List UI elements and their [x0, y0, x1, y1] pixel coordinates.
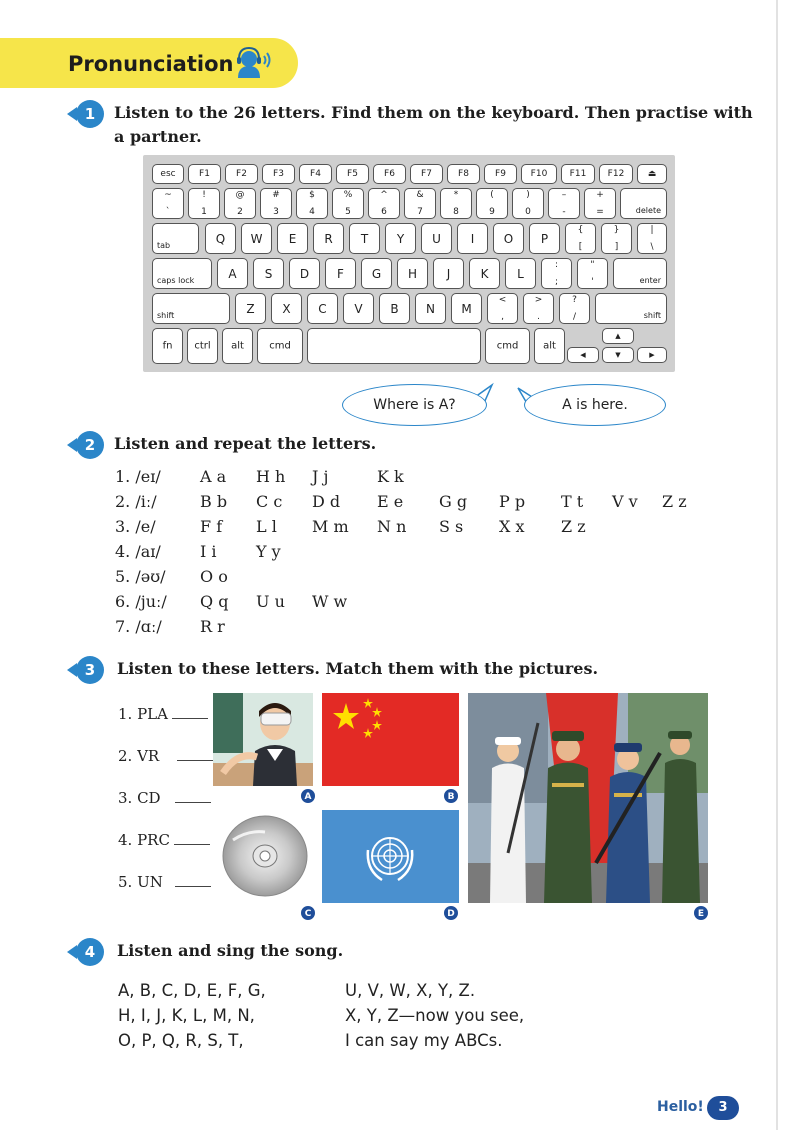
key-bottom: ` [165, 207, 171, 217]
section-2-title: Listen and repeat the letters. [114, 434, 377, 453]
headset-icon [234, 46, 274, 80]
key-z[interactable] [235, 293, 266, 324]
key-top: ! [202, 190, 206, 200]
key-f5[interactable] [336, 164, 369, 184]
key-label: D [299, 266, 310, 281]
key-t[interactable] [349, 223, 380, 254]
letter-pair: F f [200, 517, 223, 536]
key-enter[interactable] [613, 258, 667, 289]
key-label: F1 [199, 169, 210, 179]
key-f11[interactable] [561, 164, 595, 184]
eject-icon: ⏏ [647, 169, 657, 179]
key-label: S [264, 266, 273, 281]
key-label: T [360, 231, 369, 246]
picture-honor-guard [468, 693, 708, 903]
letter-pair: S s [439, 517, 464, 536]
letter-pair: W w [312, 592, 348, 611]
letter-pair: A a [200, 467, 227, 486]
picture-cd [213, 810, 313, 903]
key-v[interactable] [343, 293, 374, 324]
key-alt-left[interactable] [222, 328, 253, 364]
answer-blank[interactable] [175, 791, 211, 803]
key-bottom: 8 [453, 207, 459, 217]
letter-pair: N n [377, 517, 407, 536]
key-quote[interactable] [577, 258, 608, 289]
key-label: F3 [273, 169, 284, 179]
key-q[interactable] [205, 223, 236, 254]
key-label: F8 [458, 169, 469, 179]
key-right-bracket[interactable] [601, 223, 632, 254]
key-equals[interactable] [584, 188, 616, 219]
key-r[interactable] [313, 223, 344, 254]
key-4[interactable] [296, 188, 328, 219]
key-label: tab [157, 241, 171, 250]
honor-guard-illustration [468, 693, 708, 903]
key-7[interactable] [404, 188, 436, 219]
key-backslash[interactable] [637, 223, 667, 254]
key-j[interactable] [433, 258, 464, 289]
key-arrow-left[interactable] [567, 347, 599, 363]
key-bottom: ] [614, 242, 619, 252]
key-8[interactable] [440, 188, 472, 219]
key-i[interactable] [457, 223, 488, 254]
speech-bubble-answer: A is here. [524, 384, 666, 426]
key-label: B [390, 301, 399, 316]
key-arrow-down[interactable] [602, 347, 634, 363]
key-l[interactable] [505, 258, 536, 289]
key-top: % [343, 190, 353, 200]
section-3-title: Listen to these letters. Match them with the pictures. [117, 659, 599, 678]
picture-tag-d: D [443, 905, 459, 921]
key-bottom: = [596, 207, 604, 217]
key-bottom: \ [650, 242, 654, 252]
section-1-title [114, 101, 753, 149]
song-line: O, P, Q, R, S, T, [118, 1031, 244, 1050]
song-line: H, I, J, K, L, M, N, [118, 1006, 255, 1025]
sound-label: 7. /ɑː/ [115, 617, 162, 636]
key-e[interactable] [277, 223, 308, 254]
key-top: * [453, 190, 459, 200]
key-ctrl[interactable] [187, 328, 218, 364]
key-w[interactable] [241, 223, 272, 254]
key-bottom: - [562, 207, 566, 217]
answer-blank[interactable] [177, 749, 213, 761]
key-bottom: [ [578, 242, 583, 252]
key-b[interactable] [379, 293, 410, 324]
letter-pair: Z z [662, 492, 687, 511]
key-top: } [613, 225, 620, 235]
match-item [118, 789, 211, 807]
key-label: delete [635, 206, 661, 215]
key-k[interactable] [469, 258, 500, 289]
letter-pair: Y y [256, 542, 281, 561]
page-edge [776, 0, 778, 1130]
key-top: : [554, 260, 559, 270]
section-3-number: 3 [76, 656, 104, 684]
key-p[interactable] [529, 223, 560, 254]
section-2-number: 2 [76, 431, 104, 459]
key-a[interactable] [217, 258, 248, 289]
key-left-bracket[interactable] [565, 223, 596, 254]
letter-pair: R r [200, 617, 225, 636]
answer-blank[interactable] [175, 875, 211, 887]
key-bottom: . [537, 312, 540, 322]
key-label: E [288, 231, 297, 246]
un-flag-illustration [322, 810, 459, 903]
key-label: F9 [495, 169, 506, 179]
key-caps-lock[interactable] [152, 258, 212, 289]
letter-pair: O o [200, 567, 228, 586]
key-tilde[interactable] [152, 188, 184, 219]
picture-tag-a: A [300, 788, 316, 804]
vr-child-illustration [213, 693, 313, 786]
key-label: K [480, 266, 489, 281]
section-4-title: Listen and sing the song. [117, 941, 344, 960]
match-item [118, 873, 211, 891]
picture-vr-child [213, 693, 313, 786]
section-4-number: 4 [76, 938, 104, 966]
key-top: $ [309, 190, 315, 200]
picture-tag-c: C [300, 905, 316, 921]
song-line: U, V, W, X, Y, Z. [345, 981, 476, 1000]
key-top: > [534, 295, 543, 305]
key-label: F5 [347, 169, 358, 179]
key-f7[interactable] [410, 164, 443, 184]
song-line: I can say my ABCs. [345, 1031, 503, 1050]
key-label: shift [157, 311, 175, 320]
key-u[interactable] [421, 223, 452, 254]
key-label: shift [643, 311, 661, 320]
key-label: I [470, 231, 475, 246]
key-label: ctrl [194, 340, 211, 352]
sound-label: 6. /juː/ [115, 592, 167, 611]
key-top: – [561, 190, 567, 200]
key-label: O [503, 231, 514, 246]
china-flag-illustration [322, 693, 459, 786]
letter-pair: D d [312, 492, 341, 511]
key-label: V [354, 301, 363, 316]
key-label: G [371, 266, 382, 281]
key-label: cmd [496, 340, 519, 352]
key-tab[interactable] [152, 223, 199, 254]
key-bottom: 4 [309, 207, 315, 217]
match-label: 2. VR [118, 747, 160, 765]
key-label: R [324, 231, 333, 246]
letter-pair: Q q [200, 592, 229, 611]
song-line: A, B, C, D, E, F, G, [118, 981, 266, 1000]
key-bottom: 3 [273, 207, 279, 217]
cd-illustration [213, 810, 313, 903]
key-h[interactable] [397, 258, 428, 289]
key-bottom: , [501, 312, 504, 322]
key-f8[interactable] [447, 164, 480, 184]
key-top: ? [572, 295, 577, 305]
match-item [118, 705, 208, 723]
footer-unit-label: Hello! [657, 1099, 704, 1115]
page-title: Pronunciation [68, 52, 234, 76]
picture-china-flag [322, 693, 459, 786]
sound-label: 3. /e/ [115, 517, 156, 536]
letter-pair: I i [200, 542, 217, 561]
letter-pair: X x [499, 517, 525, 536]
key-top: | [650, 225, 654, 235]
key-minus[interactable] [548, 188, 580, 219]
section-1-title-line1: Listen to the 26 letters. Find them on the keyboard. Then practise with [114, 103, 753, 122]
key-label: L [517, 266, 524, 281]
key-n[interactable] [415, 293, 446, 324]
key-0[interactable] [512, 188, 544, 219]
key-top: # [272, 190, 280, 200]
key-slash[interactable] [559, 293, 590, 324]
key-label: fn [162, 340, 173, 352]
key-label: Z [246, 301, 255, 316]
key-label: enter [639, 276, 661, 285]
section-1-number: 1 [76, 100, 104, 128]
letter-pair: B b [200, 492, 228, 511]
song-right-column [345, 978, 524, 1053]
key-fn[interactable] [152, 328, 183, 364]
key-top: ( [490, 190, 494, 200]
picture-tag-e: E [693, 905, 709, 921]
key-bottom: 0 [525, 207, 531, 217]
key-cmd-right[interactable] [485, 328, 530, 364]
sound-label: 4. /aɪ/ [115, 542, 161, 561]
key-x[interactable] [271, 293, 302, 324]
letter-pair: E e [377, 492, 404, 511]
key-label: alt [543, 340, 556, 352]
key-space[interactable] [307, 328, 481, 364]
key-m[interactable] [451, 293, 482, 324]
arrow-left-icon: ◀ [580, 351, 586, 359]
key-label: alt [231, 340, 244, 352]
key-f1[interactable] [188, 164, 221, 184]
letter-pair: M m [312, 517, 349, 536]
key-label: Y [396, 231, 405, 246]
key-label: cmd [269, 340, 291, 352]
letter-pair: L l [256, 517, 277, 536]
key-g[interactable] [361, 258, 392, 289]
key-top: & [416, 190, 424, 200]
page-number: 3 [707, 1096, 739, 1120]
picture-un-flag [322, 810, 459, 903]
letter-pair: U u [256, 592, 285, 611]
key-f9[interactable] [484, 164, 517, 184]
letter-pair: Z z [561, 517, 586, 536]
key-label: H [407, 266, 418, 281]
key-d[interactable] [289, 258, 320, 289]
key-top: @ [235, 190, 245, 200]
letter-pair: P p [499, 492, 526, 511]
song-left-column [118, 978, 266, 1053]
sound-label: 2. /iː/ [115, 492, 157, 511]
picture-tag-b: B [443, 788, 459, 804]
key-bottom: 9 [489, 207, 495, 217]
key-alt-right[interactable] [534, 328, 565, 364]
match-label: 4. PRC [118, 831, 170, 849]
song-line: X, Y, Z—now you see, [345, 1006, 525, 1025]
key-f6[interactable] [373, 164, 406, 184]
key-top: " [590, 260, 595, 270]
key-6[interactable] [368, 188, 400, 219]
key-5[interactable] [332, 188, 364, 219]
key-top: < [498, 295, 507, 305]
keyboard [143, 155, 675, 372]
key-f12[interactable] [599, 164, 633, 184]
key-f3[interactable] [262, 164, 295, 184]
key-bottom: ' [591, 277, 594, 287]
key-o[interactable] [493, 223, 524, 254]
key-s[interactable] [253, 258, 284, 289]
letter-pair: K k [377, 467, 404, 486]
key-top: { [577, 225, 584, 235]
key-label: F2 [236, 169, 247, 179]
key-f10[interactable] [521, 164, 557, 184]
key-label: X [282, 301, 291, 316]
answer-blank[interactable] [172, 707, 208, 719]
key-y[interactable] [385, 223, 416, 254]
match-label: 3. CD [118, 789, 161, 807]
key-label: caps lock [157, 276, 195, 285]
letter-pair: C c [256, 492, 283, 511]
key-f4[interactable] [299, 164, 332, 184]
letter-pair: V v [612, 492, 638, 511]
arrow-right-icon: ▶ [649, 351, 655, 359]
key-label: A [228, 266, 237, 281]
match-item [118, 831, 210, 849]
key-label: N [426, 301, 435, 316]
letter-pair: J j [312, 467, 329, 486]
answer-blank[interactable] [174, 833, 210, 845]
key-label: F10 [530, 169, 548, 179]
key-semicolon[interactable] [541, 258, 572, 289]
key-label: W [250, 231, 263, 246]
key-9[interactable] [476, 188, 508, 219]
sound-label: 1. /eɪ/ [115, 467, 161, 486]
key-esc[interactable] [152, 164, 184, 184]
key-1[interactable] [188, 188, 220, 219]
match-label: 5. UN [118, 873, 163, 891]
speech-bubble-question: Where is A? [342, 384, 487, 426]
key-label: F12 [607, 169, 625, 179]
key-comma[interactable] [487, 293, 518, 324]
key-bottom: 1 [201, 207, 207, 217]
key-bottom: 6 [381, 207, 387, 217]
key-cmd-left[interactable] [257, 328, 303, 364]
key-label: U [432, 231, 441, 246]
key-arrow-up[interactable] [602, 328, 634, 344]
arrow-down-icon: ▼ [615, 351, 621, 359]
key-label: esc [160, 169, 176, 179]
key-c[interactable] [307, 293, 338, 324]
match-item [118, 747, 213, 765]
key-top: ) [526, 190, 530, 200]
key-bottom: ; [554, 277, 559, 287]
key-bottom: / [572, 312, 577, 322]
key-shift-right[interactable] [595, 293, 667, 324]
key-arrow-right[interactable] [637, 347, 667, 363]
key-period[interactable] [523, 293, 554, 324]
key-bottom: 7 [417, 207, 423, 217]
key-top: + [596, 190, 604, 200]
key-label: P [540, 231, 549, 246]
key-top: ^ [380, 190, 388, 200]
key-top: ~ [164, 190, 172, 200]
key-label: F6 [384, 169, 395, 179]
key-label: J [446, 266, 451, 281]
key-label: C [318, 301, 327, 316]
section-1-title-line2: a partner. [114, 127, 202, 146]
key-label: M [461, 301, 472, 316]
letter-pair: H h [256, 467, 286, 486]
key-3[interactable] [260, 188, 292, 219]
key-shift-left[interactable] [152, 293, 230, 324]
letter-pair: T t [561, 492, 584, 511]
key-label: F11 [569, 169, 587, 179]
match-label: 1. PLA [118, 705, 168, 723]
key-label: F4 [310, 169, 321, 179]
letter-pair: G g [439, 492, 468, 511]
sound-label: 5. /əʊ/ [115, 567, 166, 586]
key-f2[interactable] [225, 164, 258, 184]
key-label: Q [215, 231, 226, 246]
key-eject[interactable] [637, 164, 667, 184]
key-label: F7 [421, 169, 432, 179]
key-label: F [337, 266, 344, 281]
arrow-up-icon: ▲ [615, 332, 621, 340]
key-f[interactable] [325, 258, 356, 289]
key-2[interactable] [224, 188, 256, 219]
key-bottom: 5 [345, 207, 351, 217]
key-bottom: 2 [237, 207, 243, 217]
key-delete[interactable] [620, 188, 667, 219]
